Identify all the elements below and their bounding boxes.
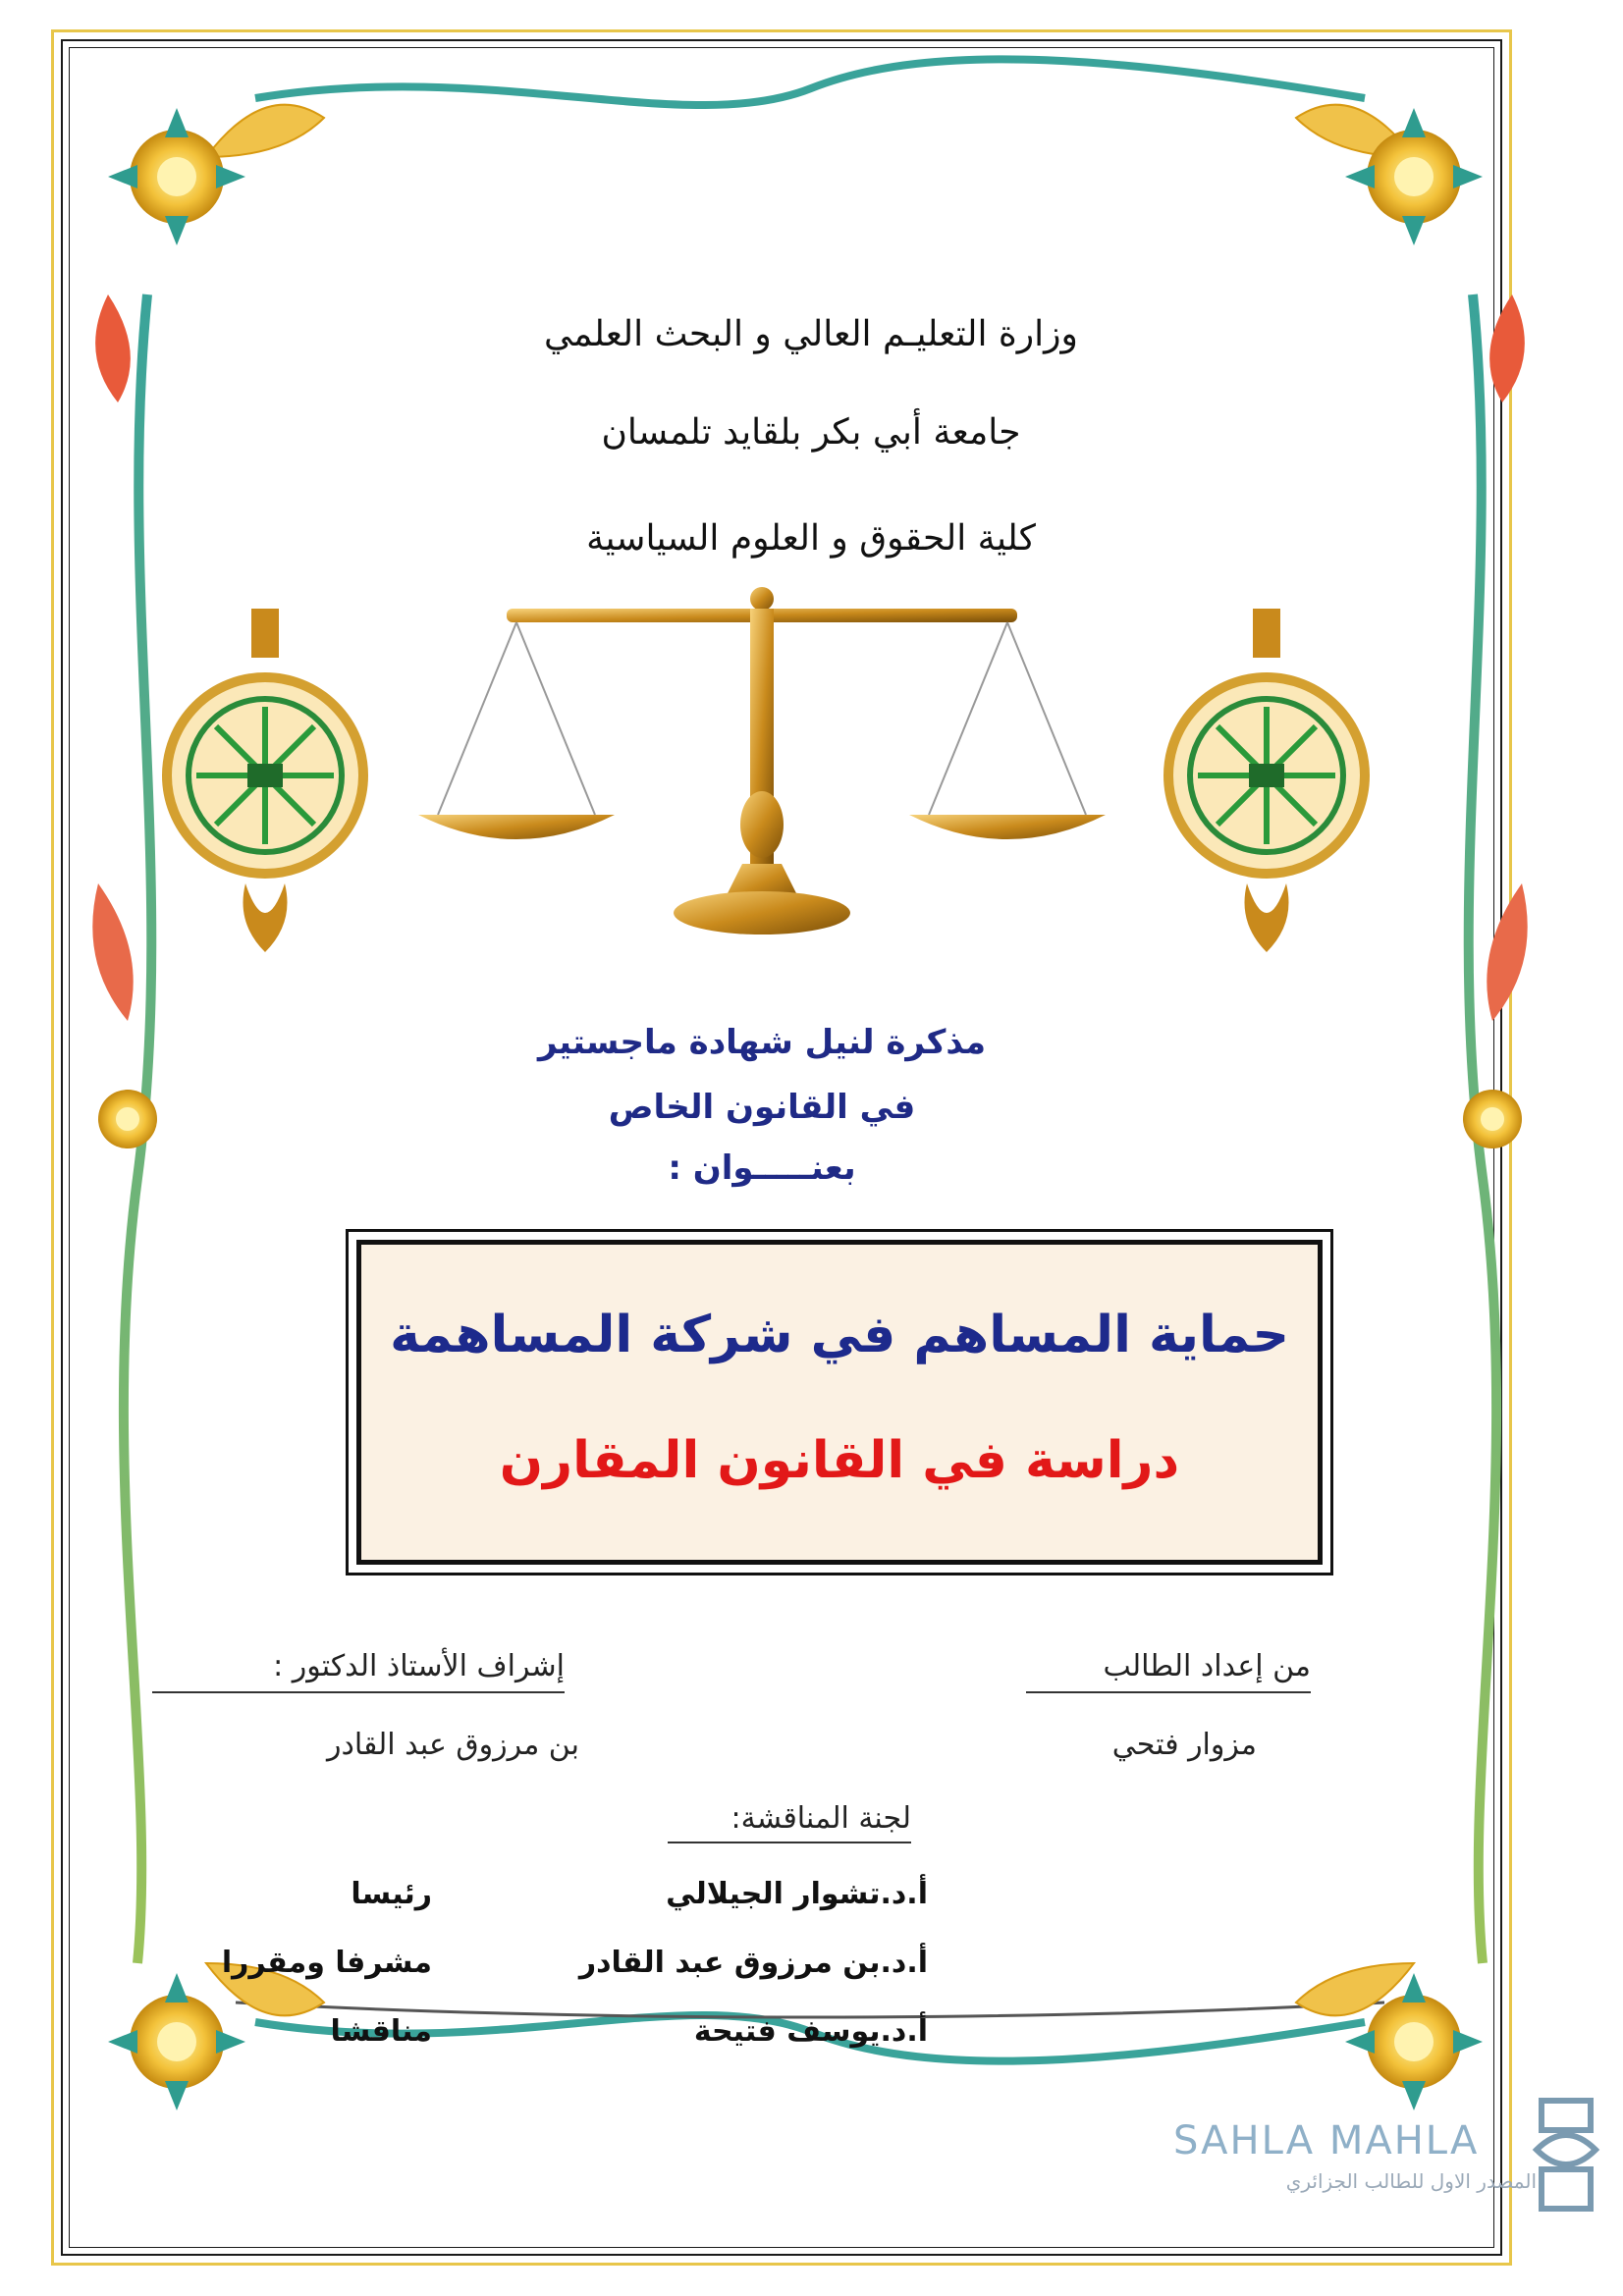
watermark-brand: SAHLA MAHLA <box>1173 2118 1480 2163</box>
committee-member-role: رئيسا <box>351 1877 432 1911</box>
university-emblem-right <box>1168 609 1365 952</box>
student-name: مزوار فتحي <box>1111 1728 1257 1762</box>
memo-entitled: بعنـــــوان : <box>668 1148 856 1188</box>
thesis-title-box <box>346 1229 1333 1575</box>
committee-member-role: مناقشا <box>330 2014 432 2049</box>
thesis-title-panel <box>356 1240 1323 1565</box>
university-name: جامعة أبي بكر بلقايد تلمسان <box>601 412 1021 453</box>
committee-label: لجنة المناقشة: <box>668 1801 911 1843</box>
flower-mid-right <box>1463 1090 1522 1148</box>
flower-mid-left <box>98 1090 157 1148</box>
faculty-name: كلية الحقوق و العلوم السياسية <box>586 518 1036 559</box>
top-vine <box>255 59 1365 105</box>
watermark-tagline: المصدر الاول للطالب الجزائري <box>1285 2169 1537 2193</box>
memo-specialty: في القانون الخاص <box>608 1088 916 1127</box>
university-emblem-left <box>167 609 363 952</box>
flower-top-left <box>108 108 245 245</box>
committee-member-role: مشرفا ومقررا <box>221 1946 432 1980</box>
thesis-title: حماية المساهم في شركة المساهمة <box>390 1306 1289 1364</box>
student-label: من إعداد الطالب <box>1026 1649 1311 1693</box>
committee-member-name: أ.د.تشوار الجيلالي <box>666 1877 928 1911</box>
committee-member-name: أ.د.بن مرزوق عبد القادر <box>578 1946 928 1980</box>
sahla-mahla-logo-icon <box>1537 2101 1596 2209</box>
supervisor-label: إشراف الأستاذ الدكتور : <box>152 1649 565 1693</box>
thesis-subtitle: دراسة في القانون المقارن <box>499 1431 1180 1490</box>
supervisor-name: بن مرزوق عبد القادر <box>326 1728 579 1762</box>
scales-of-justice <box>418 587 1106 934</box>
memo-degree: مذكرة لنيل شهادة ماجستير <box>537 1023 987 1062</box>
ministry-name: وزارة التعليـم العالي و البحث العلمي <box>544 314 1078 354</box>
committee-member-name: أ.د.يوسف فتيحة <box>693 2014 928 2049</box>
